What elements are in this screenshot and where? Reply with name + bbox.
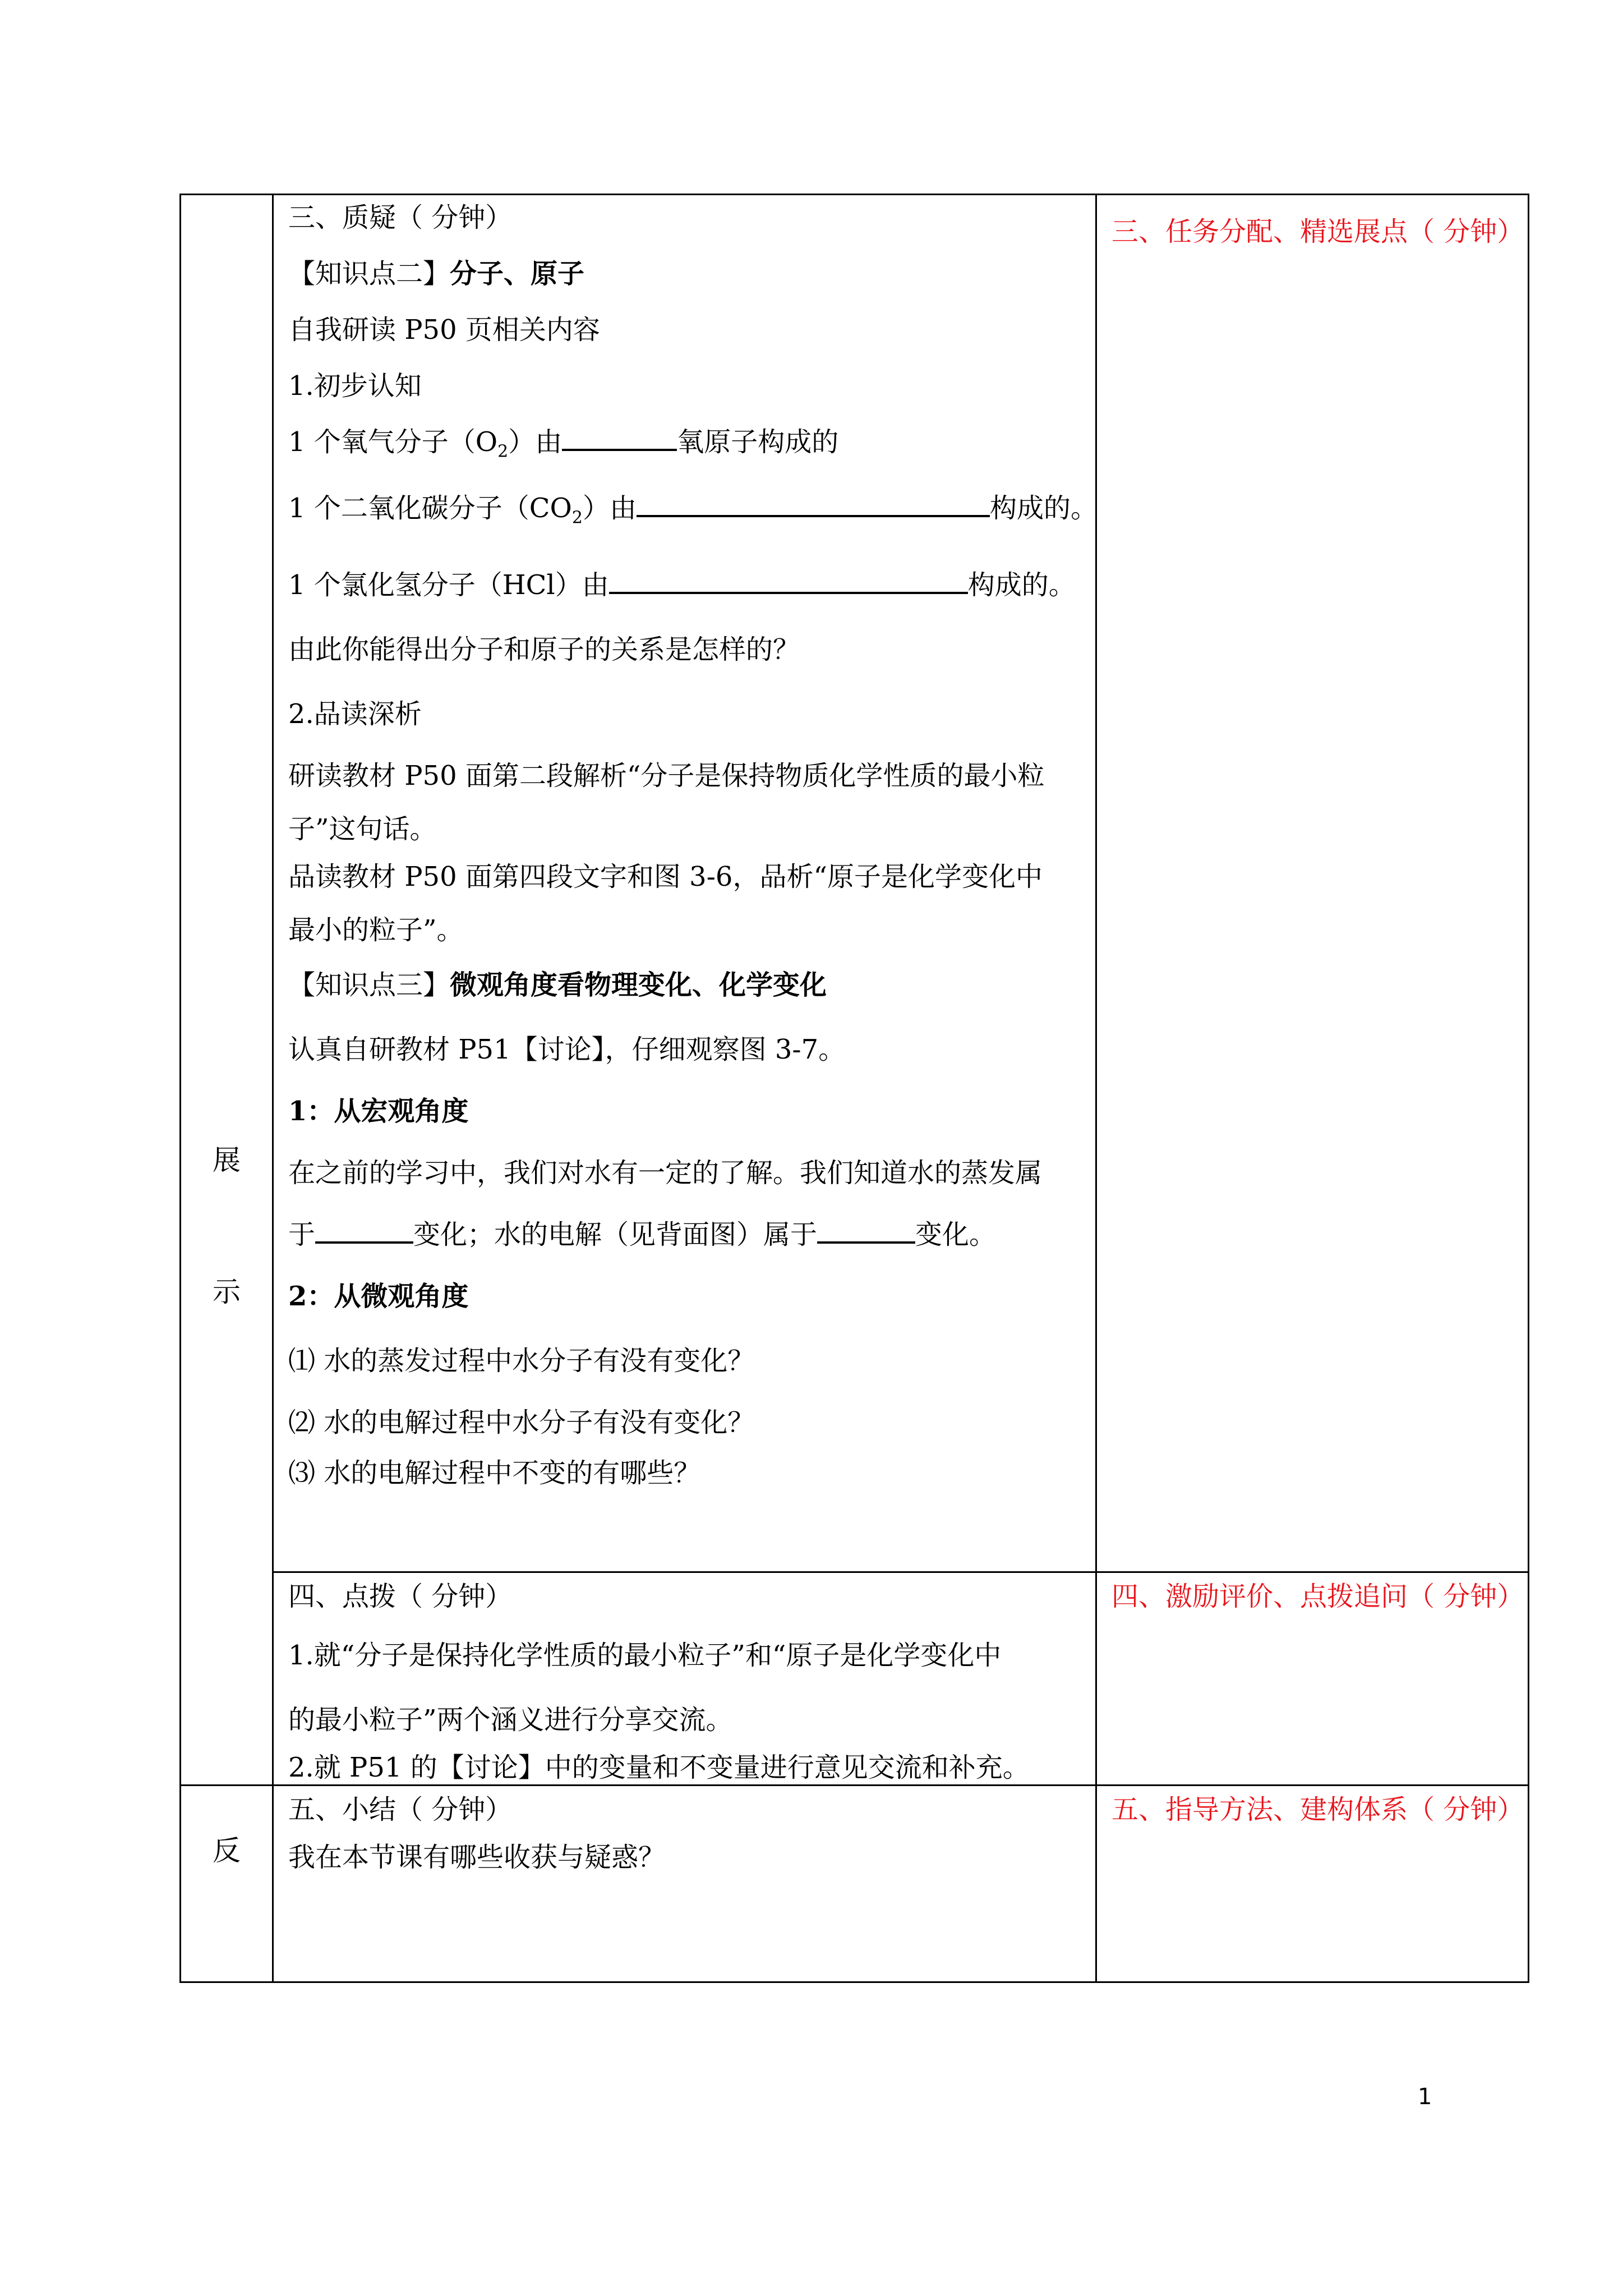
kp3-title: 微观角度看物理变化、化学变化 — [450, 969, 827, 1001]
micro-q3: ⑶ 水的电解过程中不变的有哪些？ — [288, 1457, 701, 1489]
kp3-intro: 认真自研教材 P51【讨论】，仔细观察图 3-7。 — [288, 1034, 846, 1066]
section5-cell — [273, 1786, 1096, 1982]
self-read-text: 自我研读 P50 页相关内容 — [288, 314, 600, 346]
micro-title: 2：从微观角度 — [288, 1281, 469, 1313]
guidance-p1b: 的最小粒子”两个涵义进行分享交流。 — [288, 1704, 733, 1736]
guidance-row — [181, 1572, 1529, 1786]
macro-title: 1：从宏观角度 — [288, 1096, 469, 1128]
fill-blank[interactable] — [609, 569, 968, 594]
row-label-reflect: 反 — [213, 1834, 241, 1867]
section4-cell — [273, 1572, 1096, 1786]
fill-blank[interactable] — [637, 493, 990, 517]
analysis-p1b: 子”这句话。 — [288, 813, 437, 845]
section5-heading: 五、小结（ 分钟） — [288, 1794, 513, 1825]
teacher-cell-3 — [1096, 195, 1529, 1572]
show-row — [181, 195, 1529, 1572]
summary-question: 我在本节课有哪些收获与疑惑？ — [288, 1842, 666, 1873]
sub1-title: 1.初步认知 — [288, 370, 422, 402]
section4-heading: 四、点拨（ 分钟） — [288, 1581, 513, 1612]
teacher-cell-4 — [1096, 1572, 1529, 1786]
show-label-cell — [181, 195, 273, 1786]
macro-text-b: 于 变化；水的电解（见背面图）属于 变化。 — [288, 1219, 997, 1251]
analysis-p1a: 研读教材 P50 面第二段解析“分子是保持物质化学性质的最小粒 — [288, 760, 1045, 792]
teacher-task-5: 五、指导方法、建构体系（ 分钟） — [1112, 1794, 1524, 1825]
guidance-p2: 2.就 P51 的【讨论】中的变量和不变量进行意见交流和补充。 — [288, 1752, 1030, 1783]
question-relation: 由此你能得出分子和原子的关系是怎样的？ — [288, 634, 800, 666]
page-number: 1 — [1418, 2084, 1432, 2110]
row-label-show-bottom: 示 — [213, 1276, 241, 1308]
macro-text-a: 在之前的学习中，我们对水有一定的了解。我们知道水的蒸发属 — [288, 1157, 1043, 1189]
section3-heading: 三、质疑（ 分钟） — [288, 202, 513, 233]
question-co2: 1 个二氧化碳分子$(CO_2)$由 构成的。 — [288, 492, 1098, 528]
micro-q2: ⑵ 水的电解过程中水分子有没有变化？ — [288, 1407, 755, 1439]
reflect-row — [181, 1786, 1529, 1982]
sub2-title: 2.品读深析 — [288, 698, 422, 730]
analysis-p2a: 品读教材 P50 面第四段文字和图 3-6，品析“原子是化学变化中 — [288, 861, 1043, 893]
fill-blank[interactable] — [562, 426, 677, 451]
lesson-plan-table — [179, 194, 1529, 1983]
teacher-task-4: 四、激励评价、点拨追问（ 分钟） — [1112, 1581, 1524, 1612]
kp2-title: 分子、原子 — [450, 258, 585, 289]
teacher-cell-5 — [1096, 1786, 1529, 1982]
kp2-heading — [288, 257, 1085, 291]
guidance-p1a: 1.就“分子是保持化学性质的最小粒子”和“原子是化学变化中 — [288, 1640, 1002, 1671]
question-o2: 1 个氧气分子$(O_2)$由 氧原子构成的 — [288, 426, 839, 462]
kp2-tag: 【知识点二】 — [288, 258, 450, 289]
analysis-p2b: 最小的粒子”。 — [288, 914, 464, 946]
section3-cell — [273, 195, 1096, 1572]
micro-q1: ⑴ 水的蒸发过程中水分子有没有变化？ — [288, 1345, 755, 1377]
fill-blank[interactable] — [817, 1219, 915, 1244]
kp3-heading — [288, 968, 1085, 1002]
fill-blank[interactable] — [315, 1219, 413, 1244]
kp3-tag: 【知识点三】 — [288, 969, 450, 1001]
teacher-task-3: 三、任务分配、精选展点（ 分钟） — [1112, 216, 1524, 247]
question-hcl: 1 个氯化氢分子（HCl）由 构成的。 — [288, 569, 1076, 601]
row-label-show-top: 展 — [213, 1144, 241, 1176]
reflect-label-cell — [181, 1786, 273, 1982]
